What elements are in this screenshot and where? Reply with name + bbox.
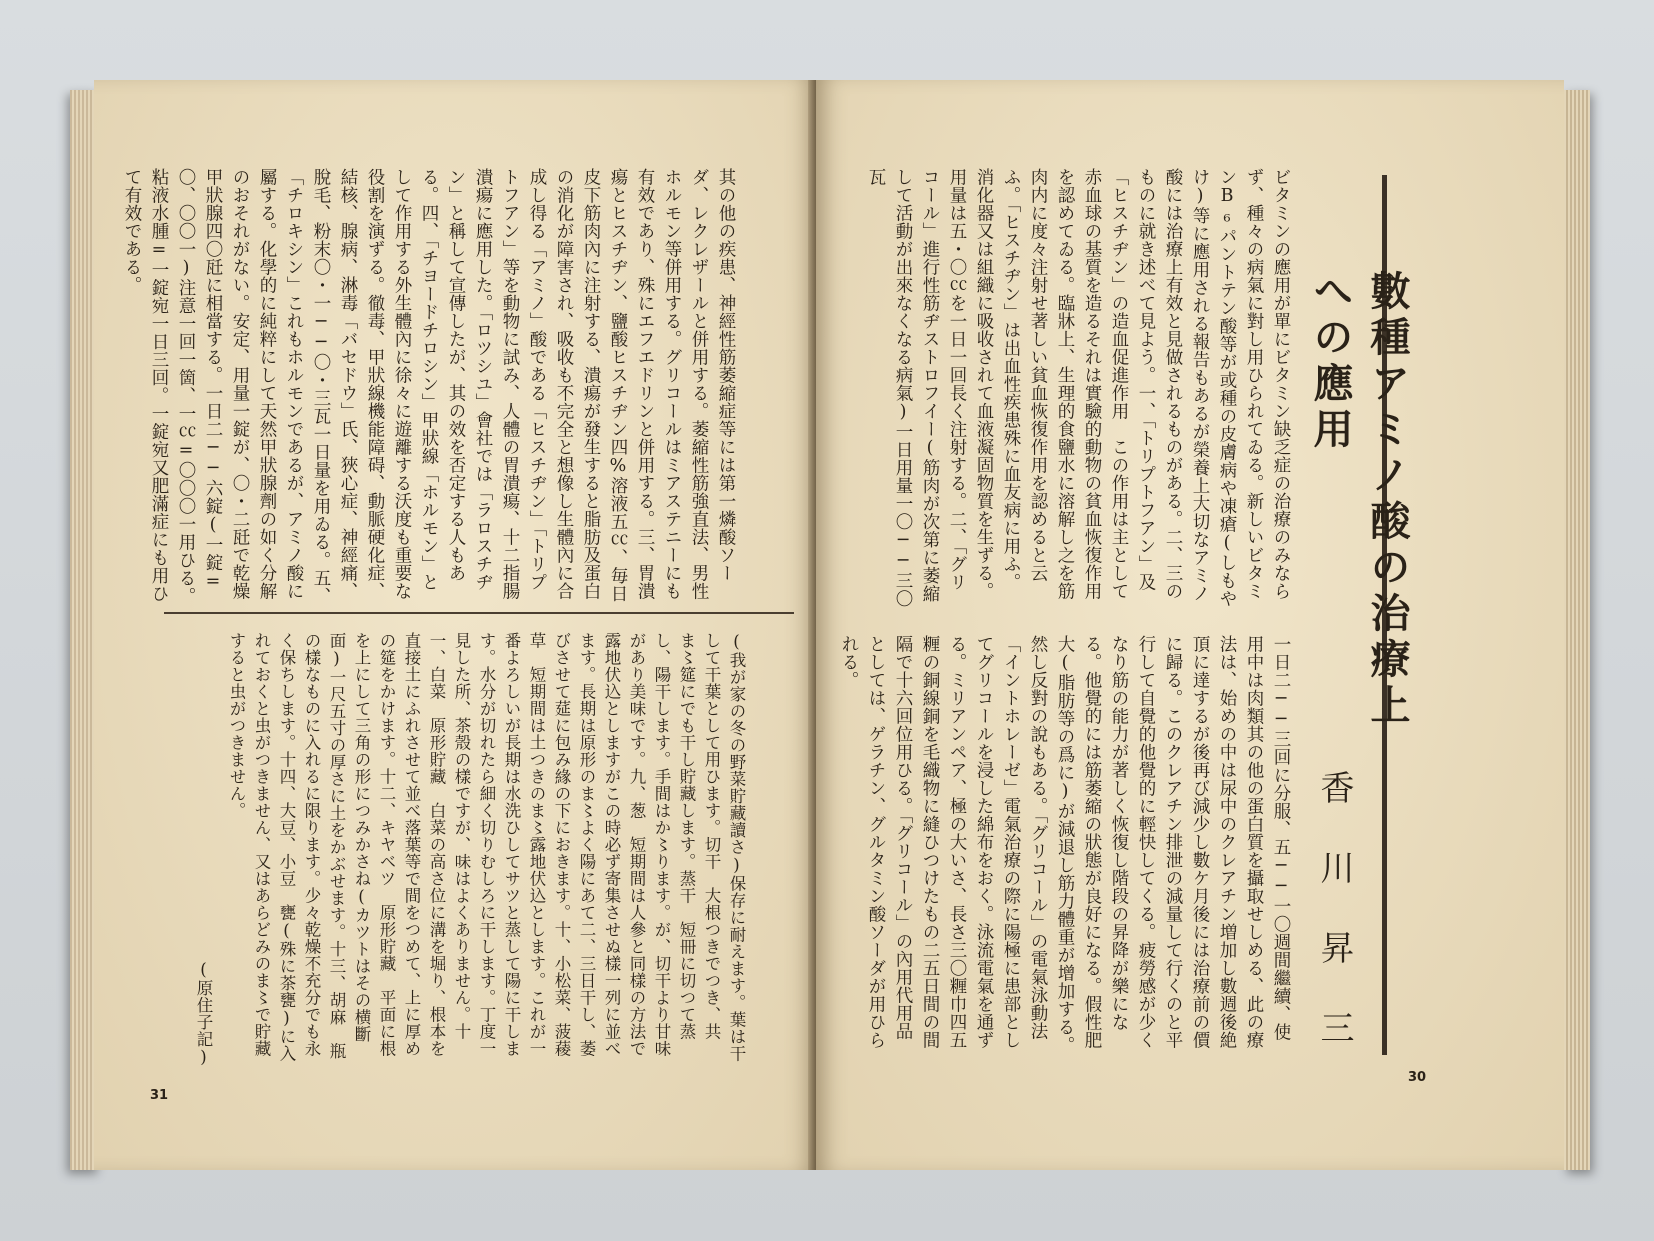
left-top-column	[122, 168, 739, 608]
right-page-edges	[1564, 90, 1590, 1170]
article-title: 數種アミノ酸の治療上への應用	[1307, 270, 1411, 730]
open-book	[70, 60, 1590, 1190]
author-name: 香川昇三	[1314, 770, 1354, 1090]
left-bottom-text: (我が家の冬の野菜貯藏讀さ)保存に耐えます。葉は干して干葉として用ひます。切干 大根つきでつき、共ま〻筵にでも干し貯藏します。蒸干 短冊に切つて蒸し、陽干します。手間はか〻ります。が、切干より甘味があり美味です。九、葱 短期間は人參と同樣の方法で露地伏込としますがこの時必ず寄集させぬ樣一列に並べます。長期は原形のま〻よく陽にあて二、三日干し、萎びさせて莚に包み緣の下におきます。十、小松菜、菠薐草 短期間は土つきのま〻露地伏込とします。これが一番よろしいが長期は水洗ひしてサツと蒸して陽に干します。水分が切れたら細く切りむしろに干します。丁度一見した所、茶殼の樣ですが、味はよくありません。十一、白菜 原形貯藏 白菜の高さ位に溝を堀り、根本を直接土にふれさせて並べ落葉等で間をつめて、上に厚めの筵をかけます。十二、キヤベツ 原形貯藏 平面に根を上にして三角の形につみかさね(カツトはその横斷面)一尺五寸の厚さに土をかぶせます。十三、胡麻 瓶の樣なものに入れるに限ります。少々乾燥不充分でも永く保ちします。十四、大豆、小豆 甕(殊に茶甕)に入れておくと虫がつきません、又はあらどみのま〻で貯藏すると虫がつきません。	[227, 632, 746, 1062]
right-bottom-text: 一日二──三回に分服、五──一〇週間繼續、使用中は肉類其の他の蛋白質を攝取せしめる、此の療法は、始めの中は尿中のクレアチン増加し數週後絶頂に達するが後再び減少し數ケ月後には治療前の價に歸る。このクレアチン排泄の減量して行くのと平行して自覺的他覺的に輕快してくる。疲勞感が少くなり筋の能力が著しく恢復し階段の昇降が樂になる。他覺的には筋萎縮の狀態が良好になる。假性肥大(脂肪等の爲に)が減退し筋力體重が增加する。然し反對の說もある。「グリコール」の電氣泳動法「イントホレーゼ」電氣治療の際に陽極に患部としてグリコールを浸した綿布をおく。泳流電氣を通ずる。ミリアンペア、極の大いさ、長さ三〇糎巾四五糎の銅線銅を毛織物に縫ひつけたもの二五日間の間隔で十六回位用ひる。「グリコール」の內用代用品としては、ゲラチン、グルタミン酸ソーダが用ひられる。	[839, 635, 1291, 1054]
right-bottom-column	[839, 635, 1294, 1055]
page-number-left: 31	[150, 1088, 169, 1103]
right-page	[816, 80, 1564, 1170]
page-number-right: 30	[1408, 1070, 1427, 1085]
left-divider	[164, 612, 794, 614]
left-bottom-column	[189, 632, 749, 1062]
credit-text: (原住子記)	[194, 960, 213, 1067]
right-top-text: ビタミンの應用が單にビタミン缺乏症の治療のみならず、種々の病氣に對し用ひられてゐる。新しいビタミンB₆パントテン酸等が或種の皮膚病や凍瘡(しもやけ)等に應用される報告もあるが榮養上大切なアミノ酸には治療上有效と見做されるものがある。二、三のものに就き述べて見よう。一、「トリプトフアン」及「ヒスチヂン」の造血促進作用 この作用は主として赤血球の基質を造るそれは實驗的動物の貧血恢復作用を認めてゐる。臨牀上、生理的食鹽水に溶解し之を筋肉内に度々注射せ著しい貧血恢復作用を認めると云ふ。「ヒスチヂン」は出血性疾患殊に血友病に用ふ。消化器又は組織に吸收されて血液凝固物質を生ずる。用量は五・〇㏄を一日一回長く注射する。二、「グリコール」進行性筋ヂストロフイー(筋肉が次第に萎縮して活動が出來なくなる病氣)一日用量一〇──三〇瓦	[866, 168, 1291, 608]
left-bottom-credit	[186, 960, 216, 1070]
left-top-text: 其の他の疾患、神經性筋萎縮症等には第一燐酸ソーダ、レクレザールと併用する。萎縮性筋強直法、男性ホルモン等併用する。グリコールはミアステニーにも有效であり、殊にエフエドリンと併用する。三、胃潰瘍とヒスチヂン、鹽酸ヒスチヂン四%溶液五㏄、毎日皮下筋肉內に注射する、潰瘍が發生すると脂肪及蛋白の消化が障害され、吸收も不完全と想像し生體內に合成し得る「アミノ」酸である「ヒスチヂン」「トリプトフアン」等を動物に試み、人體の胃潰瘍、十二指腸潰瘍に應用した。「ロツシユ」會社では「ラロスチヂン」と稱して宣傳したが、其の效を否定する人もある。四、「チヨードチロシン」甲狀線「ホルモン」として作用する外生體內に徐々に遊離する沃度も重要な役割を演ずる。徹毒、甲狀線機能障碍、動脈硬化症、結核、腺病、淋毒「バセドウ」氏、狹心症、神經痛、脫毛、粉末〇・一──〇・三瓦一日量を用ゐる。五、「チロキシン」これもホルモンであるが、アミノ酸に屬する。化學的に純粹にして天然甲狀腺劑の如く分解のおそれがない。安定、用量一錠が、〇・二瓩で乾燥甲狀腺四〇瓩に相當する。一日二──六錠(一錠=〇、〇〇一)注意一回一箇、一㏄=〇〇〇一用ひる。粘液水腫=一錠宛一日三回。一錠宛又肥滿症にも用ひて有效である。	[122, 168, 736, 605]
right-top-column	[864, 168, 1294, 608]
left-page	[94, 80, 816, 1170]
